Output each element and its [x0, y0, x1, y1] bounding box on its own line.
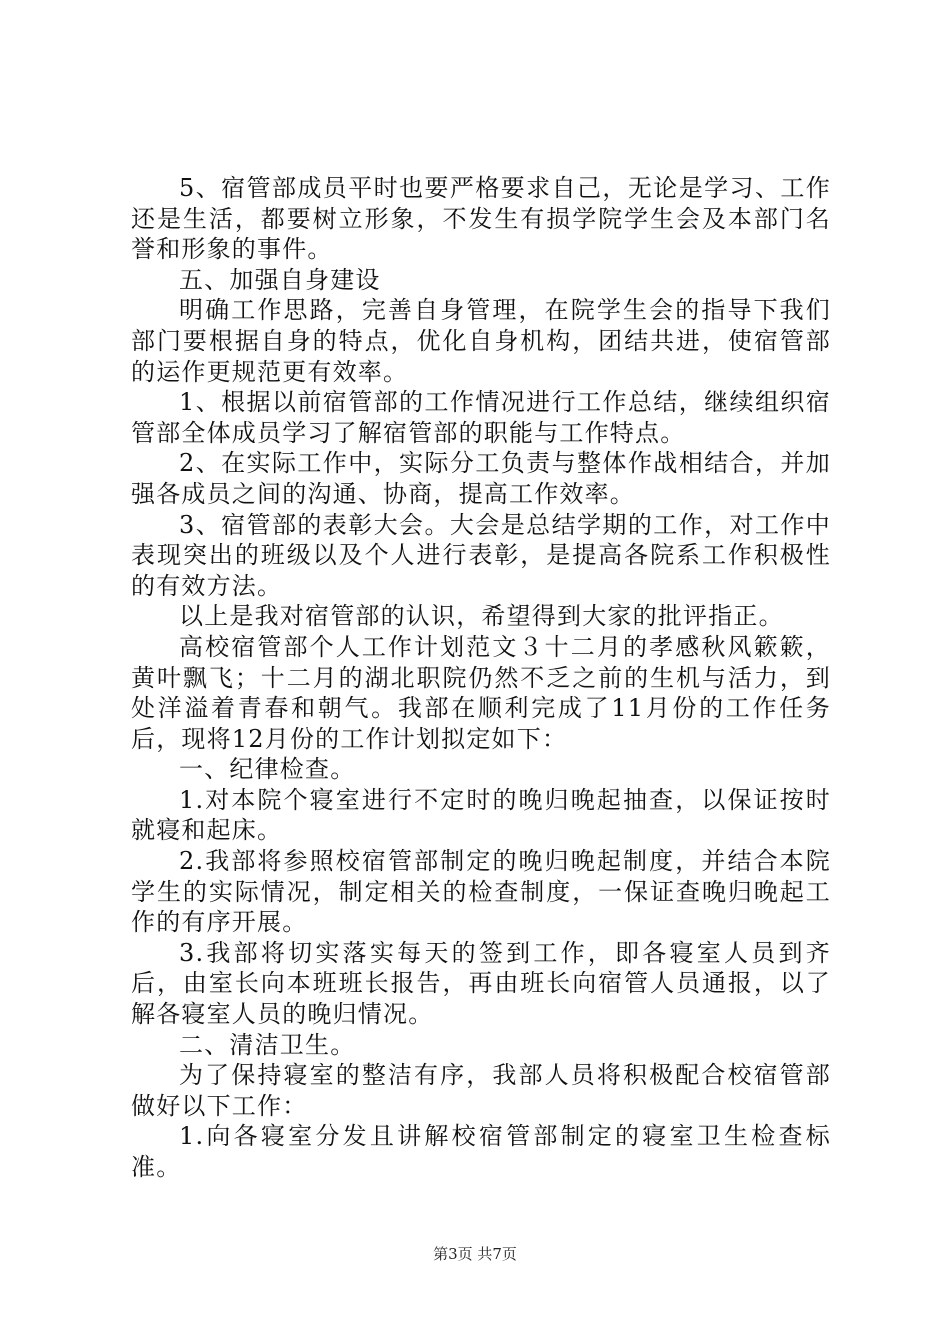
- section-heading: 二、清洁卫生。: [179, 1030, 356, 1059]
- paragraph: 5、宿管部成员平时也要严格要求自己，无论是学习、工作还是生活，都要树立形象，不发生有损学院学生会及本部门名誉和形象的事件。: [131, 174, 831, 264]
- paragraph: 2.我部将参照校宿管部制定的晚归晚起制度，并结合本院学生的实际情况，制定相关的检查制度，一保证查晚归晚起工作的有序开展。: [131, 847, 831, 937]
- paragraph: 1、根据以前宿管部的工作情况进行工作总结，继续组织宿管部全体成员学习了解宿管部的职能与工作特点。: [131, 388, 831, 447]
- paragraph: 1.对本院个寝室进行不定时的晚归晚起抽查，以保证按时就寝和起床。: [131, 785, 831, 845]
- paragraph: 1.向各寝室分发且讲解校宿管部制定的寝室卫生检查标准。: [131, 1122, 831, 1181]
- section-heading: 五、加强自身建设: [179, 265, 381, 294]
- paragraph: 为了保持寝室的整洁有序，我部人员将积极配合校宿管部做好以下工作：: [131, 1061, 831, 1120]
- paragraph: 2、在实际工作中，实际分工负责与整体作战相结合，并加强各成员之间的沟通、协商，提高工作效率。: [131, 449, 831, 508]
- page-footer: 第3页 共7页: [433, 1245, 517, 1263]
- paragraph: 3.我部将切实落实每天的签到工作，即各寝室人员到齐后，由室长向本班班长报告，再由班长向宿管人员通报，以了解各寝室人员的晚归情况。: [131, 938, 831, 1029]
- paragraph: 高校宿管部个人工作计划范文３十二月的孝感秋风簌簌，黄叶飘飞；十二月的湖北职院仍然不乏之前的生机与活力，到处洋溢着青春和朝气。我部在顺利完成了11月份的工作任务后，现将12月份的工作计划拟定如下：: [131, 632, 831, 753]
- section-heading: 一、纪律检查。: [179, 755, 356, 784]
- document-body: [131, 173, 831, 1183]
- paragraph: 3、宿管部的表彰大会。大会是总结学期的工作，对工作中表现突出的班级以及个人进行表彰，是提高各院系工作积极性的有效方法。: [131, 510, 831, 600]
- paragraph: 以上是我对宿管部的认识，希望得到大家的批评指正。: [179, 602, 784, 631]
- paragraph: 明确工作思路，完善自身管理，在院学生会的指导下我们部门要根据自身的特点，优化自身机构，团结共进，使宿管部的运作更规范更有效率。: [131, 296, 831, 386]
